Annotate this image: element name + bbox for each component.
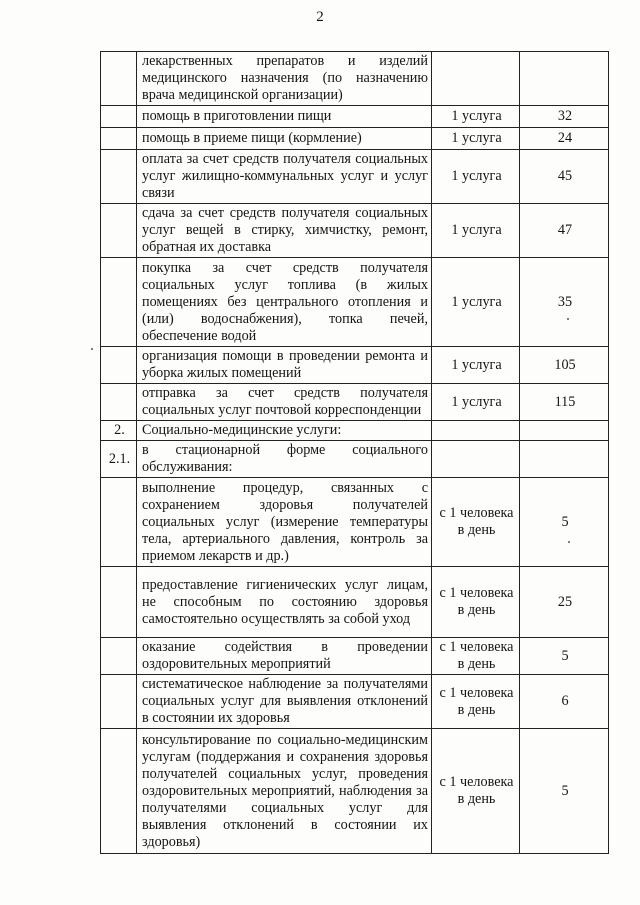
service-name: организация помощи в проведении ремонта и уборка жилых помещений xyxy=(137,347,432,384)
table-row xyxy=(101,204,609,258)
scan-speck xyxy=(91,348,93,350)
price-cell: 25 xyxy=(520,567,609,638)
price-cell: 105 xyxy=(520,347,609,384)
service-name: систематическое наблюдение за получателями социальных услуг для выявления отклонений в состоянии их здоровья xyxy=(137,675,432,729)
table-row xyxy=(101,384,609,421)
row-number xyxy=(101,347,137,384)
unit-cell: 1 услуга xyxy=(432,384,520,421)
service-name: отправка за счет средств получателя социальных услуг почтовой корреспонденции xyxy=(137,384,432,421)
unit-cell: 1 услуга xyxy=(432,347,520,384)
row-number xyxy=(101,675,137,729)
unit-cell: с 1 человека в день xyxy=(432,675,520,729)
price-cell xyxy=(520,52,609,106)
price-cell: 5 xyxy=(520,638,609,675)
unit-cell xyxy=(432,421,520,441)
unit-cell: 1 услуга xyxy=(432,150,520,204)
unit-cell: 1 услуга xyxy=(432,258,520,347)
row-number xyxy=(101,567,137,638)
unit-cell: с 1 человека в день xyxy=(432,729,520,854)
row-number xyxy=(101,150,137,204)
price-cell: 5 xyxy=(520,478,609,567)
service-name: сдача за счет средств получателя социальных услуг вещей в стирку, химчистку, ремонт, обратная их доставка xyxy=(137,204,432,258)
row-number xyxy=(101,128,137,150)
service-name: предоставление гигиенических услуг лицам, не способным по состоянию здоровья самостоятельно осуществлять за собой уход xyxy=(137,567,432,638)
subsection-title: в стационарной форме социального обслуживания: xyxy=(137,441,432,478)
row-number xyxy=(101,729,137,854)
price-cell: 32 xyxy=(520,106,609,128)
table-row xyxy=(101,347,609,384)
price-cell: 47 xyxy=(520,204,609,258)
table-row xyxy=(101,52,609,106)
table-row xyxy=(101,258,609,347)
scan-speck xyxy=(568,541,570,543)
price-cell xyxy=(520,421,609,441)
service-name: оказание содействия в проведении оздоровительных мероприятий xyxy=(137,638,432,675)
scan-speck xyxy=(567,318,569,320)
price-cell: 45 xyxy=(520,150,609,204)
price-cell: 35 xyxy=(520,258,609,347)
section-title: Социально-медицинские услуги: xyxy=(137,421,432,441)
table-row xyxy=(101,106,609,128)
unit-cell xyxy=(432,441,520,478)
row-number xyxy=(101,204,137,258)
service-name: выполнение процедур, связанных с сохранением здоровья получателей социальных услуг (измерение температуры тела, артериального давления, контроль за приемом лекарств и др.) xyxy=(137,478,432,567)
row-number xyxy=(101,384,137,421)
service-name: помощь в приготовлении пищи xyxy=(137,106,432,128)
unit-cell: с 1 человека в день xyxy=(432,567,520,638)
price-cell: 5 xyxy=(520,729,609,854)
table-row xyxy=(101,567,609,638)
service-name: оплата за счет средств получателя социальных услуг жилищно-коммунальных услуг и услуг связи xyxy=(137,150,432,204)
unit-cell: 1 услуга xyxy=(432,128,520,150)
unit-cell: 1 услуга xyxy=(432,106,520,128)
service-name: консультирование по социально-медицинским услугам (поддержания и сохранения здоровья получателей социальных услуг, проведения оздоровительных мероприятий, наблюдения за получателями социальных услуг для выявления отклонений в состоянии их здоровья) xyxy=(137,729,432,854)
page-number: 2 xyxy=(316,9,324,25)
table-row xyxy=(101,638,609,675)
row-number: 2. xyxy=(101,421,137,441)
row-number xyxy=(101,478,137,567)
price-cell: 24 xyxy=(520,128,609,150)
row-number xyxy=(101,52,137,106)
unit-cell: с 1 человека в день xyxy=(432,638,520,675)
table-row xyxy=(101,421,609,441)
price-cell: 115 xyxy=(520,384,609,421)
service-name: лекарственных препаратов и изделий медицинского назначения (по назначению врача медицинской организации) xyxy=(137,52,432,106)
price-cell xyxy=(520,441,609,478)
table-row xyxy=(101,729,609,854)
table-row xyxy=(101,675,609,729)
table-row xyxy=(101,150,609,204)
table-row xyxy=(101,128,609,150)
row-number xyxy=(101,638,137,675)
tariff-table xyxy=(100,51,609,854)
unit-cell: с 1 человека в день xyxy=(432,478,520,567)
table-row xyxy=(101,441,609,478)
service-name: помощь в приеме пищи (кормление) xyxy=(137,128,432,150)
service-name: покупка за счет средств получателя социальных услуг топлива (в жилых помещениях без центрального отопления и (или) водоснабжения), топка печей, обеспечение водой xyxy=(137,258,432,347)
row-number: 2.1. xyxy=(101,441,137,478)
table-row xyxy=(101,478,609,567)
price-cell: 6 xyxy=(520,675,609,729)
row-number xyxy=(101,106,137,128)
unit-cell xyxy=(432,52,520,106)
row-number xyxy=(101,258,137,347)
unit-cell: 1 услуга xyxy=(432,204,520,258)
